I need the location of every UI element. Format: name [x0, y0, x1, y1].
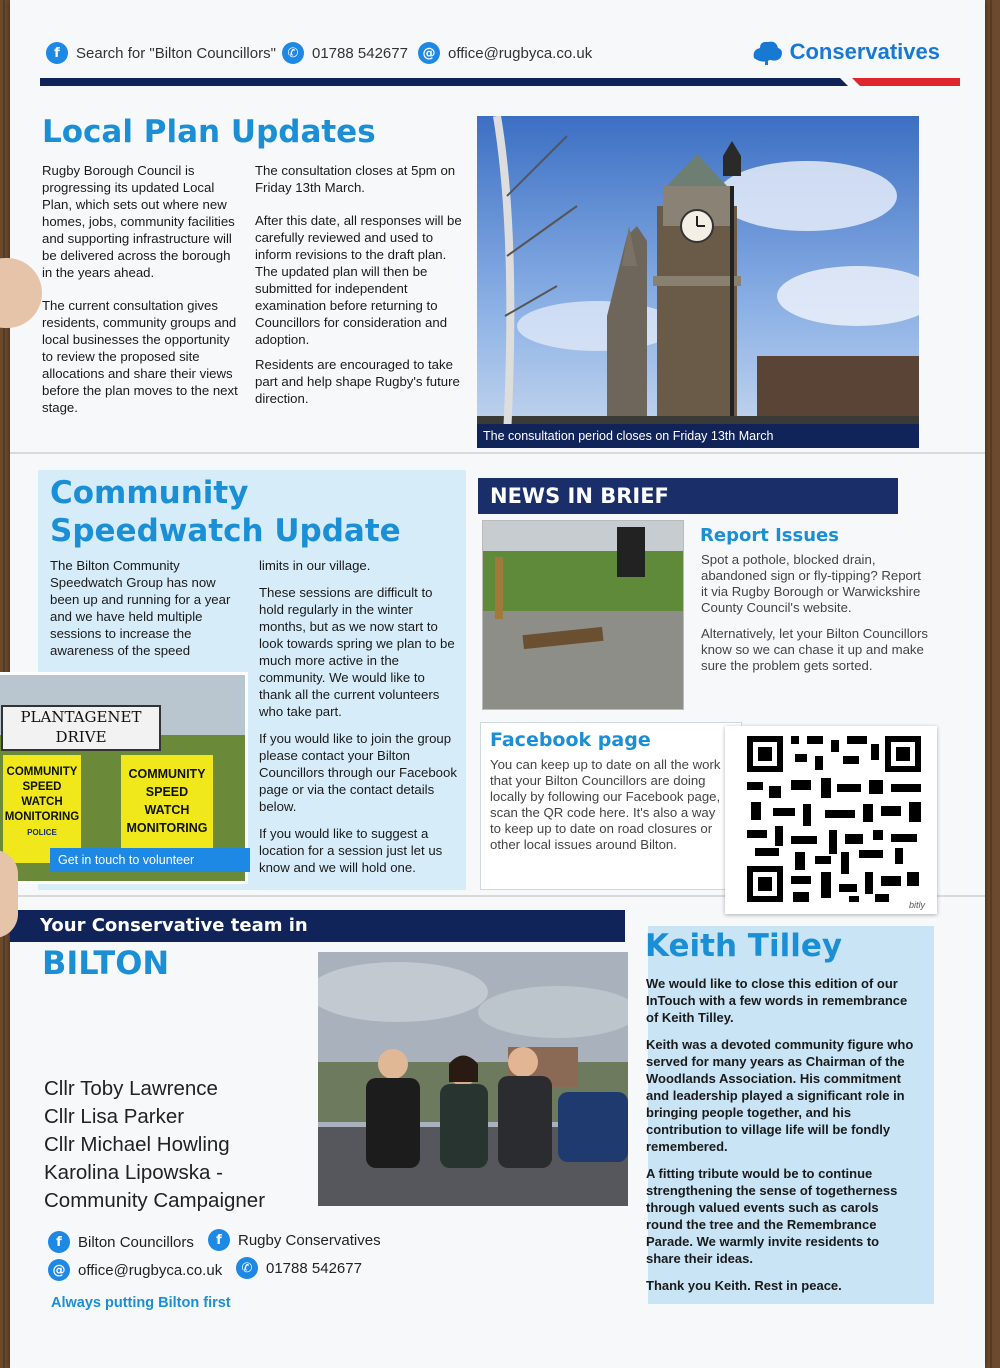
qr-card[interactable] [725, 726, 937, 914]
team-member: Cllr Michael Howling [44, 1133, 230, 1156]
bitly-label: bitly [908, 900, 925, 910]
team-area-title: BILTON [42, 944, 170, 982]
street-sign [1, 705, 161, 751]
facebook-page-title: Facebook page [490, 729, 651, 751]
team-facebook-1[interactable] [48, 1231, 194, 1253]
header-email[interactable] [418, 42, 592, 64]
pothole-photo [482, 520, 684, 710]
email-icon: @ [48, 1259, 70, 1281]
photo-grass [483, 551, 683, 611]
speedwatch-title [50, 474, 401, 550]
sign-word: WATCH [144, 803, 190, 817]
phone-text: 01788 542677 [266, 1259, 362, 1277]
local-plan-title: Local Plan Updates [42, 114, 376, 150]
phone-icon: ✆ [282, 42, 304, 64]
keith-tilley-text [646, 975, 914, 1304]
keith-paragraph: Keith was a devoted community figure who served for many years as Chairman of the Woodlands Association. His commitment and leadership played a significant role in bringing people together, and his contribution to village life will be fondly remembered. [646, 1037, 914, 1154]
thumb [0, 850, 18, 938]
team-email[interactable] [48, 1259, 222, 1281]
speedwatch-column-2 [259, 557, 459, 892]
email-icon: @ [418, 42, 440, 64]
speedwatch-column-1 [50, 557, 245, 675]
local-plan-paragraph: Rugby Borough Council is progressing its updated Local Plan, which sets out where new homes, jobs, community facilities and supporting infrastructure will be delivered across the borough in the years ahead. [42, 163, 235, 280]
header-phone[interactable] [282, 42, 408, 64]
team-member: Community Campaigner [44, 1189, 266, 1212]
photo-bin [617, 527, 645, 577]
report-issues-paragraph: Alternatively, let your Bilton Councillors know so we can chase it up and make sure the problem gets sorted. [701, 626, 928, 673]
facebook-icon: f [208, 1229, 230, 1251]
team-photo-illustration [318, 952, 628, 1206]
header [40, 38, 960, 70]
sign-word: COMMUNITY [128, 767, 206, 781]
phone-icon: ✆ [236, 1257, 258, 1279]
photo-path [483, 611, 683, 710]
local-plan-paragraph: The current consultation gives residents, community groups and local businesses the opportunity to review the proposed site allocations and share their views before the plan moves to the next stage. [42, 298, 238, 415]
facebook-page-text: You can keep up to date on all the work that your Bilton Councillors are doing locally by following our Facebook page, scan the QR code here. It's also a way to keep up to date on road closures or other local issues around Bilton. [490, 757, 721, 852]
team-phone[interactable] [236, 1257, 362, 1279]
street-sign-line-1: PLANTAGENET [20, 708, 142, 726]
photo-sky [483, 521, 683, 551]
news-in-brief-heading: NEWS IN BRIEF [478, 478, 898, 514]
conservatives-logo [750, 38, 940, 66]
facebook-name: Bilton Councillors [78, 1233, 194, 1251]
keith-tilley-title: Keith Tilley [645, 928, 843, 964]
keith-paragraph: Thank you Keith. Rest in peace. [646, 1278, 842, 1293]
speedwatch-paragraph: limits in our village. [259, 558, 371, 573]
speedwatch-paragraph: If you would like to join the group please contact your Bilton Councillors through our Facebook page or via the contact details below. [259, 731, 457, 814]
local-plan-paragraph: The consultation closes at 5pm on Friday 13th March. [255, 163, 456, 195]
team-photo [318, 952, 628, 1206]
tree-logo-icon [750, 38, 784, 66]
tagline: Always putting Bilton first [51, 1295, 231, 1311]
qr-code-icon[interactable] [725, 726, 937, 914]
keith-paragraph: We would like to close this edition of our InTouch with a few words in remembrance of Keith Tilley. [646, 976, 908, 1025]
facebook-icon: f [46, 42, 68, 64]
street-sign-line-2: DRIVE [55, 728, 107, 746]
photo-caption: The consultation period closes on Friday 13th March [477, 424, 919, 448]
sign-word: WATCH [21, 796, 63, 808]
clock-tower-illustration [477, 116, 919, 448]
sign-word: SPEED [22, 781, 62, 793]
sign-word: SPEED [145, 785, 189, 799]
phone-text: 01788 542677 [312, 44, 408, 62]
report-issues-paragraph: Spot a pothole, blocked drain, abandoned sign or fly-tipping? Report it via Rugby Borough or Warwickshire County Council's website. [701, 552, 921, 615]
volunteer-caption: Get in touch to volunteer [50, 848, 250, 872]
wood-grain [990, 0, 992, 1368]
keith-paragraph: A fitting tribute would be to continue strengthening the sense of togetherness through valued events such as carols round the tree and the Remembrance Parade. We warmly invite residents to share their ideas. [646, 1166, 898, 1266]
speedwatch-sign-left [3, 755, 81, 863]
photo-post [495, 557, 503, 619]
team-heading-bar: Your Conservative team in [10, 910, 625, 942]
team-member: Karolina Lipowska - [44, 1161, 223, 1184]
local-plan-paragraph: After this date, all responses will be carefully reviewed and used to inform revisions to the draft plan. The updated plan will then be submitted for independent examination before returning to Councillors for consideration and adoption. [255, 213, 462, 347]
police-label: POLICE [27, 828, 57, 837]
speedwatch-paragraph: These sessions are difficult to hold regularly in the winter months, but as we now start to look towards spring we plan to be much more active in the community. We would like to thank all the current volunteers who take part. [259, 585, 455, 719]
fold-line [10, 452, 985, 454]
local-plan-paragraph: Residents are encouraged to take part and help shape Rugby's future direction. [255, 357, 460, 406]
header-stripes [40, 74, 960, 90]
email-text: office@rugbyca.co.uk [448, 44, 593, 62]
speedwatch-title-line-1: Community [50, 475, 249, 511]
sign-word: MONITORING [126, 821, 208, 835]
facebook-icon: f [48, 1231, 70, 1253]
speedwatch-title-line-2: Speedwatch Update [50, 513, 401, 549]
sign-word: COMMUNITY [6, 766, 78, 778]
local-plan-column-2 [255, 162, 465, 423]
sign-word: MONITORING [4, 811, 80, 823]
team-member: Cllr Toby Lawrence [44, 1077, 218, 1100]
logo-text: Conservatives [789, 39, 940, 64]
speedwatch-paragraph: If you would like to suggest a location for a session just let us know and we will hold one. [259, 826, 443, 875]
team-member: Cllr Lisa Parker [44, 1105, 185, 1128]
email-text: office@rugbyca.co.uk [78, 1261, 223, 1279]
speedwatch-paragraph: The Bilton Community Speedwatch Group has now been up and running for a year and we have held multiple sessions to increase the awareness of the speed [50, 558, 231, 658]
report-issues-text [701, 552, 931, 684]
team-members-list [44, 1075, 265, 1215]
report-issues-title: Report Issues [700, 525, 839, 546]
speedwatch-sign-right [121, 755, 213, 855]
facebook-name: Rugby Conservatives [238, 1231, 381, 1249]
clock-tower-photo [477, 116, 919, 448]
local-plan-column-1 [42, 162, 242, 432]
facebook-search-text: Search for "Bilton Councillors" [76, 44, 276, 62]
team-facebook-2[interactable] [208, 1229, 381, 1251]
header-facebook[interactable] [46, 42, 276, 64]
